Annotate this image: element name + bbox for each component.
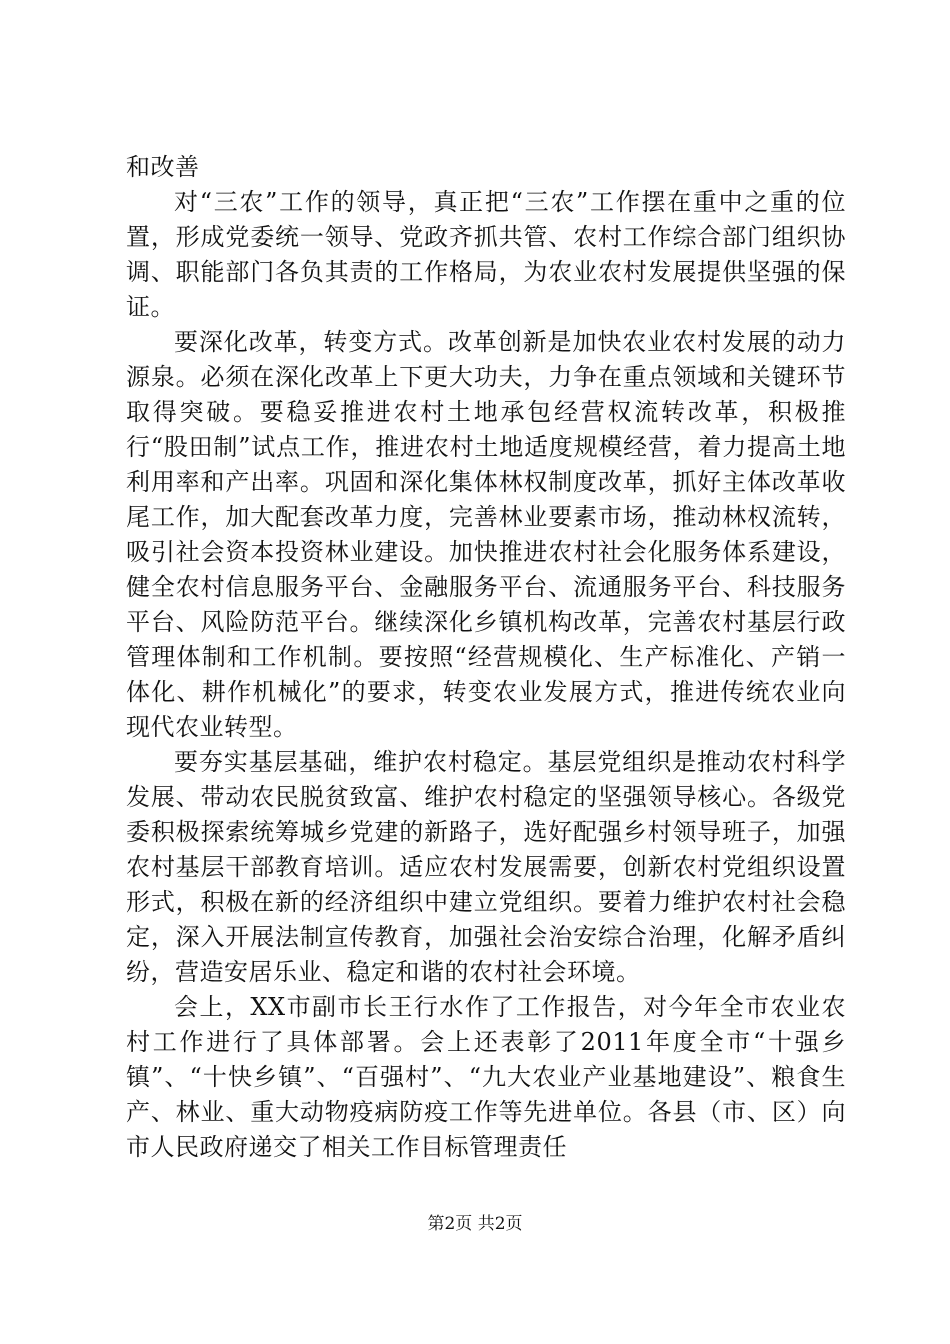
paragraph-meeting: 会上，XX市副市长王行水作了工作报告，对今年全市农业农村工作进行了具体部署。会上还表彰了2011年度全市“十强乡镇”、“十快乡镇”、“百强村”、“九大农业产业基地建设”、粮食生产、林业、重大动物疫病防疫工作等先进单位。各县（市、区）向市人民政府递交了相关工作目标管理责任 bbox=[126, 993, 846, 1161]
page-number: 第2页 共2页 bbox=[427, 1214, 523, 1234]
document-body bbox=[126, 150, 846, 1165]
page-footer bbox=[0, 1213, 950, 1235]
paragraph-continuation: 和改善 bbox=[126, 153, 200, 181]
paragraph-reform: 要深化改革，转变方式。改革创新是加快农业农村发展的动力源泉。必须在深化改革上下更大功夫，力争在重点领域和关键环节取得突破。要稳妥推进农村土地承包经营权流转改革，积极推行“股田制”试点工作，推进农村土地适度规模经营，着力提高土地利用率和产出率。巩固和深化集体林权制度改革，抓好主体改革收尾工作，加大配套改革力度，完善林业要素市场，推动林权流转，吸引社会资本投资林业建设。加快推进农村社会化服务体系建设，健全农村信息服务平台、金融服务平台、流通服务平台、科技服务平台、风险防范平台。继续深化乡镇机构改革，完善农村基层行政管理体制和工作机制。要按照“经营规模化、生产标准化、产销一体化、耕作机械化”的要求，转变农业发展方式，推进传统农业向现代农业转型。 bbox=[126, 328, 846, 741]
paragraph-leadership: 对“三农”工作的领导，真正把“三农”工作摆在重中之重的位置，形成党委统一领导、党政齐抓共管、农村工作综合部门组织协调、职能部门各负其责的工作格局，为农业农村发展提供坚强的保证。 bbox=[126, 188, 846, 321]
paragraph-grassroots: 要夯实基层基础，维护农村稳定。基层党组织是推动农村科学发展、带动农民脱贫致富、维护农村稳定的坚强领导核心。各级党委积极探索统筹城乡党建的新路子，选好配强乡村领导班子，加强农村基层干部教育培训。适应农村发展需要，创新农村党组织设置形式，积极在新的经济组织中建立党组织。要着力维护农村社会稳定，深入开展法制宣传教育，加强社会治安综合治理，化解矛盾纠纷，营造安居乐业、稳定和谐的农村社会环境。 bbox=[126, 748, 846, 986]
